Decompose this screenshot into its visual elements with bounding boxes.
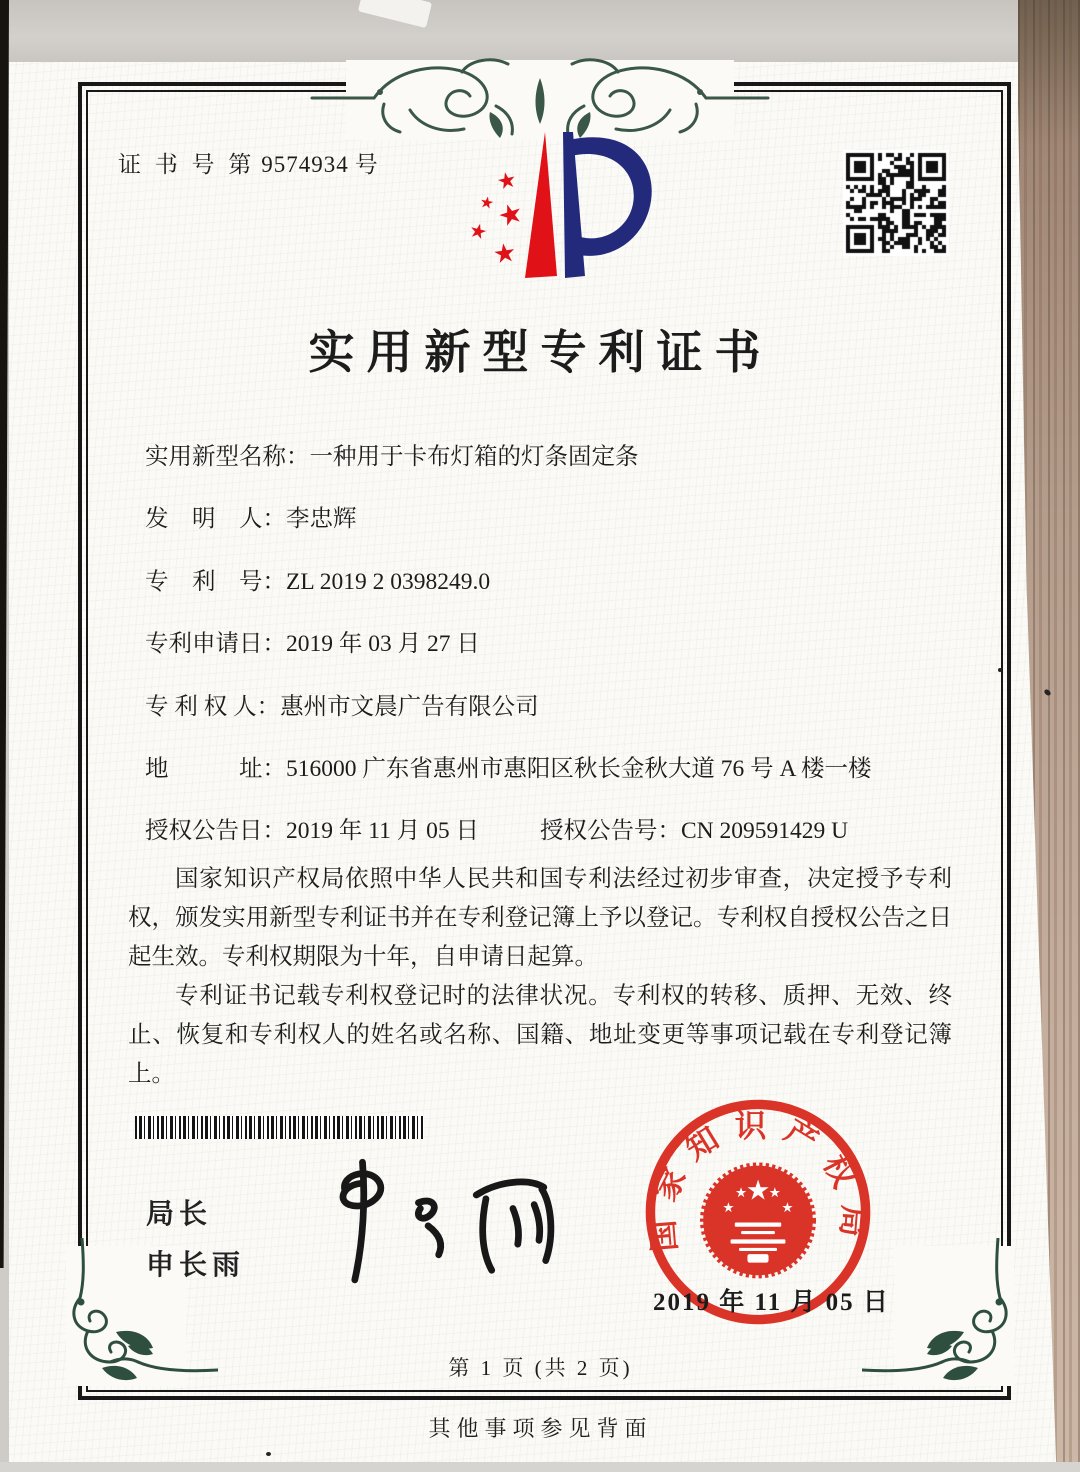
svg-text:★: ★ [494, 196, 528, 235]
field-value: 一种用于卡布灯箱的灯条固定条 [309, 444, 639, 470]
field-label: 地 址： [145, 756, 286, 782]
grant-date-label: 授权公告日： [145, 818, 286, 844]
legal-text-block [128, 860, 952, 1094]
field-label: 发 明 人： [145, 506, 286, 532]
cnipa-logo-icon [445, 126, 660, 294]
certificate-title: 实用新型专利证书 [308, 327, 773, 378]
field-label: 专 利 号： [145, 569, 286, 595]
back-note: 其他事项参见背面 [428, 1416, 653, 1441]
legal-paragraph-1: 国家知识产权局依照中华人民共和国专利法经过初步审查，决定授予专利权，颁发实用新型专利证书并在专利登记簿上予以登记。专利权自授权公告之日起生效。专利权期限为十年，自申请日起算。 [128, 866, 952, 970]
grant-date-row [145, 811, 479, 845]
field-value: 2019 年 03 月 27 日 [286, 631, 480, 657]
field-value: 惠州市文晨广告有限公司 [280, 694, 539, 720]
photo-bottom-edge [0, 1462, 1080, 1472]
svg-text:★: ★ [781, 1200, 794, 1215]
grant-number-label: 授权公告号： [540, 818, 681, 844]
svg-text:★: ★ [745, 1175, 771, 1206]
field-row [145, 749, 985, 783]
page-number: 第 1 页 (共 2 页) [448, 1356, 633, 1380]
svg-text:★: ★ [494, 166, 519, 195]
legal-paragraph-2: 专利证书记载专利权登记时的法律状况。专利权的转移、质押、无效、终止、恢复和专利权人的姓名或名称、国籍、地址变更等事项记载在专利登记簿上。 [128, 983, 952, 1087]
field-label: 专 利 权 人： [145, 694, 281, 720]
certificate-number [118, 146, 382, 179]
field-label: 专利申请日： [145, 631, 286, 657]
barcode [135, 1116, 424, 1139]
certificate-number-prefix: 证 书 号 第 [118, 152, 256, 177]
field-row [145, 687, 985, 721]
certificate-number-digits: 9574934 [261, 152, 349, 177]
photo-left-edge [0, 0, 9, 1268]
director-signature-icon [295, 1152, 565, 1292]
paper-speck [266, 1452, 271, 1456]
svg-text:★: ★ [722, 1200, 735, 1215]
svg-text:★: ★ [734, 1185, 748, 1201]
seal-agency-text: 国家知识产权局 [644, 1108, 872, 1253]
national-emblem [703, 1166, 813, 1276]
svg-text:★: ★ [768, 1185, 782, 1201]
field-row [145, 562, 985, 596]
field-row [145, 624, 985, 658]
field-row [145, 437, 985, 471]
paper-speck [998, 668, 1002, 672]
grant-number-row [540, 811, 848, 845]
grant-date-value: 2019 年 11 月 05 日 [286, 818, 480, 844]
svg-text:★: ★ [491, 237, 519, 270]
qr-code [843, 150, 949, 256]
field-value: ZL 2019 2 0398249.0 [286, 569, 491, 595]
certificate-number-suffix: 号 [354, 152, 382, 177]
field-label: 实用新型名称： [145, 444, 310, 470]
seal-date: 2019 年 11 月 05 日 [653, 1289, 890, 1316]
director-name: 申长雨 [146, 1249, 246, 1280]
svg-text:★: ★ [478, 193, 496, 214]
field-value: 李忠辉 [286, 506, 357, 532]
director-title: 局长 [146, 1198, 213, 1229]
svg-text:★: ★ [466, 219, 490, 245]
field-row [145, 499, 985, 533]
grant-number-value: CN 209591429 U [681, 818, 849, 844]
field-value: 516000 广东省惠州市惠阳区秋长金秋大道 76 号 A 楼一楼 [286, 756, 872, 782]
